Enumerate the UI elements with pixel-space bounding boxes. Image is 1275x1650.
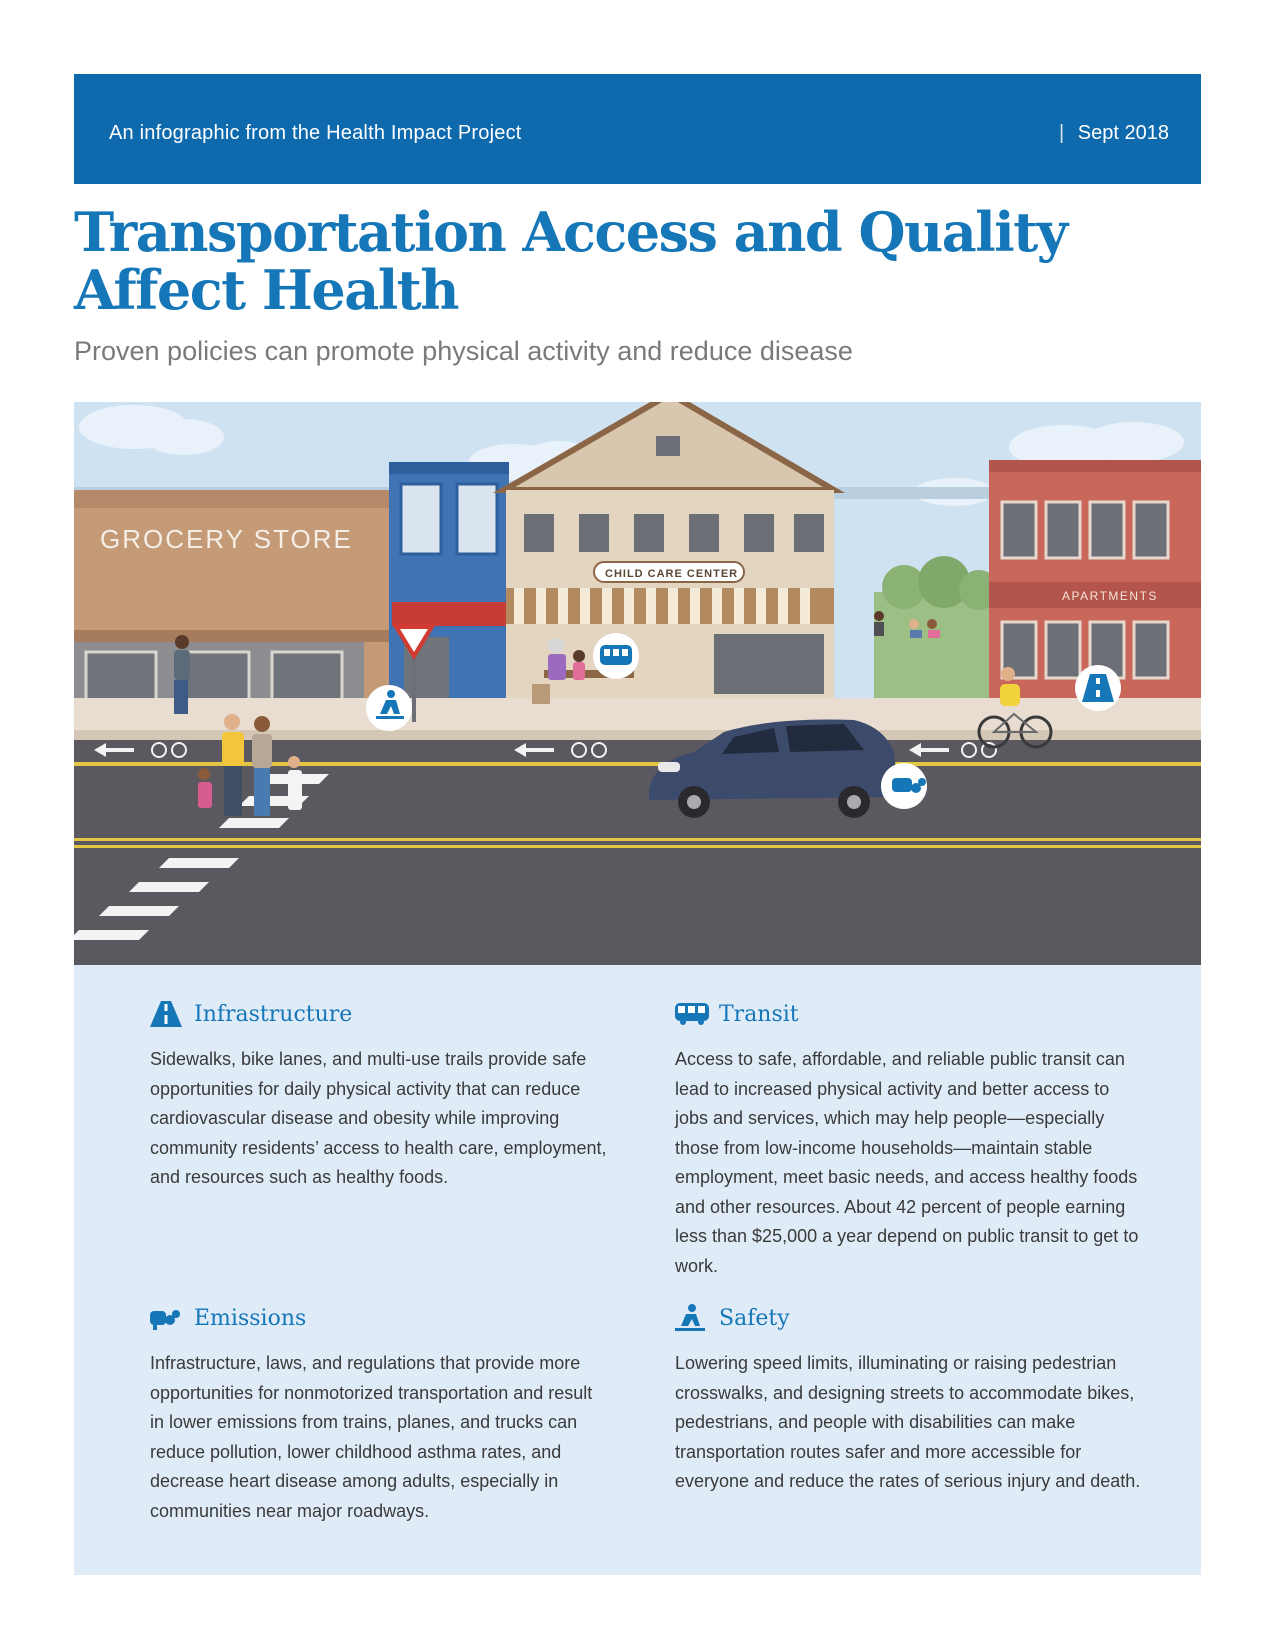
infrastructure-heading: Infrastructure [194,1001,353,1027]
grocery-store-sign: GROCERY STORE [100,524,353,554]
safety-section [675,1301,1145,1497]
apartments-sign: APARTMENTS [1062,589,1158,603]
road-badge-icon [1075,665,1121,711]
infrastructure-body: Sidewalks, bike lanes, and multi-use trails provide safe opportunities for daily physical activity that can reduce cardiovascular disease and obesity while improving community residents’ access to health care, employment, and resources such as healthy foods. [150,1049,607,1187]
safety-body: Lowering speed limits, illuminating or raising pedestrian crosswalks, and designing streets to accommodate bikes, pedestrians, and people with disabilities can make transportation routes safer and more accessible for everyone and reduce the rates of serious injury and death. [675,1353,1141,1491]
transit-body: Access to safe, affordable, and reliable public transit can lead to increased physical activity and better access to jobs and services, which may help people—especially those from low-income households—maintain stable employment, meet basic needs, and access healthy foods and other resources. About 42 percent of people earning less than $25,000 a year depend on public transit to get to work. [675,1049,1139,1276]
road [74,740,1201,965]
transit-heading: Transit [719,1001,799,1027]
exhaust-icon [150,1304,184,1332]
info-panel [74,965,1201,1575]
bus-icon [675,1000,709,1028]
street-illustration [74,402,1201,965]
emissions-heading: Emissions [194,1305,307,1331]
page-subtitle: Proven policies can promote physical activity and reduce disease [74,336,853,366]
child-care-sign: CHILD CARE CENTER [605,568,739,580]
transit-section [675,997,1145,1281]
safety-heading: Safety [719,1305,790,1331]
emissions-body: Infrastructure, laws, and regulations that provide more opportunities for nonmotorized transportation and result in lower emissions from trains, planes, and trucks can reduce pollution, lower childhood asthma rates, and decrease heart disease among adults, especially in communities near major roadways. [150,1353,593,1521]
header-date: Sept 2018 [1077,122,1169,144]
pedestrian-crossing-icon [675,1304,709,1332]
infrastructure-section [150,997,610,1193]
header-tagline: An infographic from the Health Impact Project [109,122,522,144]
road-icon [150,1000,184,1028]
safety-badge-icon [366,685,412,731]
header-separator: | [1059,122,1065,144]
header-banner [74,74,1201,184]
bus-badge-icon [593,633,639,679]
emissions-section [150,1301,610,1526]
page-title: Transportation Access and Quality Affect Health [74,200,1067,322]
emissions-badge-icon [881,763,927,809]
